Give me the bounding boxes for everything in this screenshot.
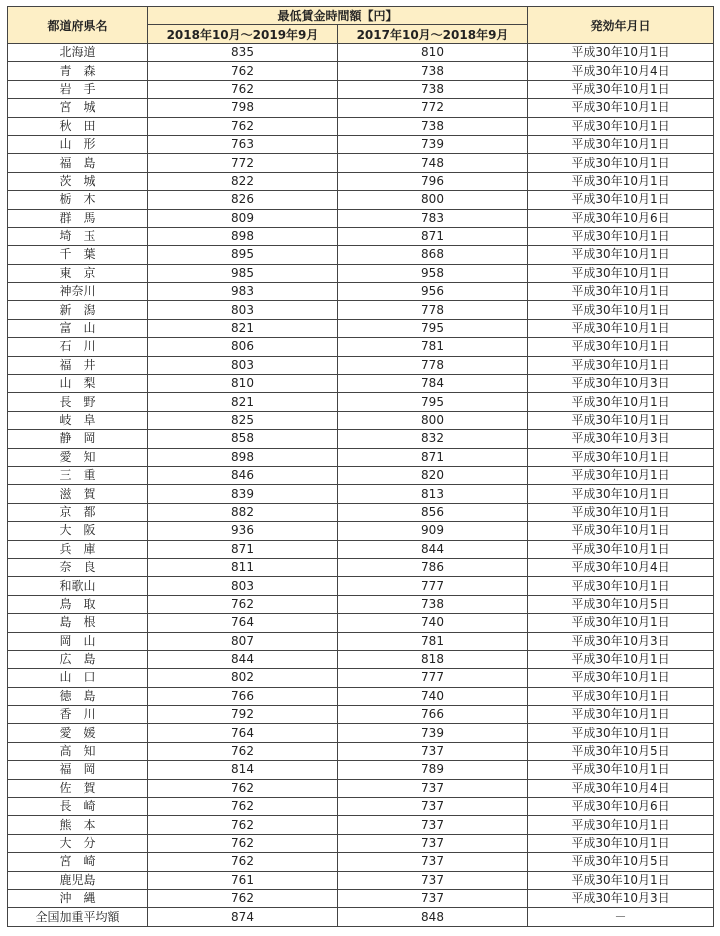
prefecture-cell: 京 都 [8,503,148,521]
effective-date-cell: 平成30年10月1日 [528,724,714,742]
effective-date-cell: 平成30年10月1日 [528,448,714,466]
table-row [8,227,714,245]
table-row [8,522,714,540]
prefecture-cell: 徳 島 [8,687,148,705]
effective-date-cell: 平成30年10月1日 [528,411,714,429]
prefecture-cell: 鳥 取 [8,595,148,613]
current-wage-cell: 762 [148,742,338,760]
previous-wage-cell: 795 [338,393,528,411]
table-row [8,834,714,852]
prefecture-cell: 北海道 [8,44,148,62]
previous-wage-cell: 777 [338,669,528,687]
previous-wage-cell: 737 [338,871,528,889]
effective-date-cell: 平成30年10月3日 [528,632,714,650]
table-row [8,485,714,503]
effective-date-cell: 平成30年10月1日 [528,154,714,172]
previous-wage-cell: 909 [338,522,528,540]
header-prefecture: 都道府県名 [8,7,148,44]
effective-date-cell: 平成30年10月6日 [528,209,714,227]
effective-date-cell: 平成30年10月1日 [528,172,714,190]
prefecture-cell: 山 口 [8,669,148,687]
current-wage-cell: 821 [148,393,338,411]
average-effective-date: － [528,908,714,926]
table-row [8,301,714,319]
prefecture-cell: 東 京 [8,264,148,282]
table-row [8,871,714,889]
previous-wage-cell: 820 [338,466,528,484]
effective-date-cell: 平成30年10月3日 [528,430,714,448]
previous-wage-cell: 737 [338,816,528,834]
effective-date-cell: 平成30年10月3日 [528,889,714,907]
current-wage-cell: 898 [148,227,338,245]
table-row [8,632,714,650]
effective-date-cell: 平成30年10月1日 [528,135,714,153]
effective-date-cell: 平成30年10月1日 [528,650,714,668]
effective-date-cell: 平成30年10月1日 [528,319,714,337]
table-row [8,375,714,393]
current-wage-cell: 898 [148,448,338,466]
prefecture-cell: 高 知 [8,742,148,760]
previous-wage-cell: 786 [338,558,528,576]
current-wage-cell: 798 [148,99,338,117]
current-wage-cell: 983 [148,283,338,301]
previous-wage-cell: 871 [338,448,528,466]
prefecture-cell: 静 岡 [8,430,148,448]
table-row [8,798,714,816]
current-wage-cell: 806 [148,338,338,356]
table-row [8,448,714,466]
previous-wage-cell: 778 [338,356,528,374]
table-row [8,540,714,558]
prefecture-cell: 滋 賀 [8,485,148,503]
previous-wage-cell: 772 [338,99,528,117]
effective-date-cell: 平成30年10月1日 [528,687,714,705]
previous-wage-cell: 737 [338,798,528,816]
table-row [8,154,714,172]
header-wage-group: 最低賃金時間額【円】 [148,7,528,25]
previous-wage-cell: 784 [338,375,528,393]
current-wage-cell: 764 [148,724,338,742]
effective-date-cell: 平成30年10月1日 [528,834,714,852]
table-row [8,62,714,80]
current-wage-cell: 811 [148,558,338,576]
table-row [8,44,714,62]
current-wage-cell: 762 [148,853,338,871]
current-wage-cell: 822 [148,172,338,190]
effective-date-cell: 平成30年10月1日 [528,871,714,889]
prefecture-cell: 三 重 [8,466,148,484]
current-wage-cell: 762 [148,595,338,613]
table-row [8,706,714,724]
effective-date-cell: 平成30年10月1日 [528,393,714,411]
effective-date-cell: 平成30年10月4日 [528,558,714,576]
current-wage-cell: 762 [148,779,338,797]
minimum-wage-table [7,6,714,927]
current-wage-cell: 846 [148,466,338,484]
previous-wage-cell: 796 [338,172,528,190]
prefecture-cell: 千 葉 [8,246,148,264]
header-period-previous: 2017年10月～2018年9月 [338,25,528,44]
effective-date-cell: 平成30年10月1日 [528,191,714,209]
prefecture-cell: 島 根 [8,614,148,632]
current-wage-cell: 762 [148,834,338,852]
table-row [8,191,714,209]
prefecture-cell: 長 野 [8,393,148,411]
current-wage-cell: 762 [148,117,338,135]
previous-wage-cell: 844 [338,540,528,558]
current-wage-cell: 766 [148,687,338,705]
effective-date-cell: 平成30年10月1日 [528,540,714,558]
previous-wage-cell: 818 [338,650,528,668]
previous-wage-cell: 958 [338,264,528,282]
effective-date-cell: 平成30年10月1日 [528,264,714,282]
table-body [8,44,714,927]
current-wage-cell: 803 [148,356,338,374]
effective-date-cell: 平成30年10月1日 [528,503,714,521]
previous-wage-cell: 739 [338,724,528,742]
prefecture-cell: 鹿児島 [8,871,148,889]
current-wage-cell: 772 [148,154,338,172]
current-wage-cell: 762 [148,80,338,98]
prefecture-cell: 福 岡 [8,761,148,779]
current-wage-cell: 826 [148,191,338,209]
prefecture-cell: 熊 本 [8,816,148,834]
previous-wage-cell: 789 [338,761,528,779]
prefecture-cell: 神奈川 [8,283,148,301]
prefecture-cell: 長 崎 [8,798,148,816]
current-wage-cell: 761 [148,871,338,889]
previous-wage-cell: 777 [338,577,528,595]
prefecture-cell: 群 馬 [8,209,148,227]
effective-date-cell: 平成30年10月4日 [528,779,714,797]
prefecture-cell: 兵 庫 [8,540,148,558]
table-row [8,669,714,687]
prefecture-cell: 秋 田 [8,117,148,135]
current-wage-cell: 821 [148,319,338,337]
table-row [8,742,714,760]
previous-wage-cell: 737 [338,834,528,852]
previous-wage-cell: 740 [338,614,528,632]
previous-wage-cell: 810 [338,44,528,62]
previous-wage-cell: 783 [338,209,528,227]
effective-date-cell: 平成30年10月6日 [528,798,714,816]
current-wage-cell: 763 [148,135,338,153]
current-wage-cell: 835 [148,44,338,62]
previous-wage-cell: 738 [338,80,528,98]
table-row [8,687,714,705]
current-wage-cell: 895 [148,246,338,264]
prefecture-cell: 栃 木 [8,191,148,209]
current-wage-cell: 871 [148,540,338,558]
table-row [8,577,714,595]
previous-wage-cell: 737 [338,889,528,907]
prefecture-cell: 岐 阜 [8,411,148,429]
effective-date-cell: 平成30年10月1日 [528,816,714,834]
table-row [8,614,714,632]
current-wage-cell: 803 [148,301,338,319]
table-row [8,411,714,429]
prefecture-cell: 岩 手 [8,80,148,98]
effective-date-cell: 平成30年10月1日 [528,80,714,98]
previous-wage-cell: 739 [338,135,528,153]
effective-date-cell: 平成30年10月1日 [528,522,714,540]
average-label: 全国加重平均額 [8,908,148,926]
effective-date-cell: 平成30年10月1日 [528,338,714,356]
effective-date-cell: 平成30年10月1日 [528,246,714,264]
previous-wage-cell: 738 [338,595,528,613]
effective-date-cell: 平成30年10月1日 [528,466,714,484]
current-wage-cell: 814 [148,761,338,779]
current-wage-cell: 839 [148,485,338,503]
table-row [8,209,714,227]
table-row [8,356,714,374]
prefecture-cell: 佐 賀 [8,779,148,797]
table-row [8,503,714,521]
prefecture-cell: 愛 知 [8,448,148,466]
table-row [8,816,714,834]
table-row [8,466,714,484]
effective-date-cell: 平成30年10月1日 [528,706,714,724]
table-row [8,558,714,576]
prefecture-cell: 大 分 [8,834,148,852]
previous-wage-cell: 813 [338,485,528,503]
previous-wage-cell: 832 [338,430,528,448]
previous-wage-cell: 738 [338,117,528,135]
prefecture-cell: 和歌山 [8,577,148,595]
effective-date-cell: 平成30年10月1日 [528,117,714,135]
effective-date-cell: 平成30年10月1日 [528,577,714,595]
previous-wage-cell: 766 [338,706,528,724]
previous-wage-cell: 737 [338,853,528,871]
effective-date-cell: 平成30年10月1日 [528,669,714,687]
effective-date-cell: 平成30年10月1日 [528,485,714,503]
table-row [8,99,714,117]
current-wage-cell: 803 [148,577,338,595]
current-wage-cell: 810 [148,375,338,393]
prefecture-cell: 福 島 [8,154,148,172]
table-row [8,724,714,742]
table-row [8,246,714,264]
effective-date-cell: 平成30年10月1日 [528,614,714,632]
previous-wage-cell: 740 [338,687,528,705]
table-row [8,80,714,98]
prefecture-cell: 沖 縄 [8,889,148,907]
prefecture-cell: 宮 崎 [8,853,148,871]
current-wage-cell: 844 [148,650,338,668]
current-wage-cell: 825 [148,411,338,429]
table-row [8,430,714,448]
table-row [8,172,714,190]
effective-date-cell: 平成30年10月1日 [528,227,714,245]
table-row [8,264,714,282]
prefecture-cell: 愛 媛 [8,724,148,742]
current-wage-cell: 807 [148,632,338,650]
prefecture-cell: 青 森 [8,62,148,80]
effective-date-cell: 平成30年10月5日 [528,595,714,613]
table-row [8,117,714,135]
current-wage-cell: 764 [148,614,338,632]
prefecture-cell: 奈 良 [8,558,148,576]
previous-wage-cell: 868 [338,246,528,264]
previous-wage-cell: 778 [338,301,528,319]
prefecture-cell: 岡 山 [8,632,148,650]
current-wage-cell: 802 [148,669,338,687]
previous-wage-cell: 795 [338,319,528,337]
previous-wage-cell: 871 [338,227,528,245]
effective-date-cell: 平成30年10月4日 [528,62,714,80]
effective-date-cell: 平成30年10月1日 [528,761,714,779]
current-wage-cell: 936 [148,522,338,540]
current-wage-cell: 792 [148,706,338,724]
header-effective-date: 発効年月日 [528,7,714,44]
current-wage-cell: 858 [148,430,338,448]
previous-wage-cell: 856 [338,503,528,521]
prefecture-cell: 新 潟 [8,301,148,319]
prefecture-cell: 香 川 [8,706,148,724]
previous-wage-cell: 800 [338,411,528,429]
current-wage-cell: 762 [148,889,338,907]
table-row [8,853,714,871]
previous-wage-cell: 737 [338,742,528,760]
effective-date-cell: 平成30年10月1日 [528,99,714,117]
previous-wage-cell: 800 [338,191,528,209]
table-row [8,779,714,797]
previous-wage-cell: 781 [338,338,528,356]
table-row [8,761,714,779]
effective-date-cell: 平成30年10月5日 [528,853,714,871]
table-row [8,650,714,668]
table-row [8,135,714,153]
prefecture-cell: 広 島 [8,650,148,668]
current-wage-cell: 985 [148,264,338,282]
table-row [8,319,714,337]
prefecture-cell: 福 井 [8,356,148,374]
average-row [8,908,714,926]
current-wage-cell: 809 [148,209,338,227]
previous-wage-cell: 748 [338,154,528,172]
table-row [8,283,714,301]
effective-date-cell: 平成30年10月1日 [528,301,714,319]
prefecture-cell: 富 山 [8,319,148,337]
prefecture-cell: 山 形 [8,135,148,153]
table-row [8,595,714,613]
prefecture-cell: 大 阪 [8,522,148,540]
table-row [8,393,714,411]
previous-wage-cell: 956 [338,283,528,301]
table-row [8,338,714,356]
previous-wage-cell: 737 [338,779,528,797]
header-period-current: 2018年10月～2019年9月 [148,25,338,44]
effective-date-cell: 平成30年10月3日 [528,375,714,393]
prefecture-cell: 石 川 [8,338,148,356]
previous-wage-cell: 781 [338,632,528,650]
effective-date-cell: 平成30年10月1日 [528,283,714,301]
current-wage-cell: 762 [148,798,338,816]
effective-date-cell: 平成30年10月5日 [528,742,714,760]
table-row [8,889,714,907]
current-wage-cell: 762 [148,62,338,80]
current-wage-cell: 762 [148,816,338,834]
previous-wage-cell: 738 [338,62,528,80]
current-wage-cell: 882 [148,503,338,521]
prefecture-cell: 茨 城 [8,172,148,190]
prefecture-cell: 埼 玉 [8,227,148,245]
prefecture-cell: 山 梨 [8,375,148,393]
effective-date-cell: 平成30年10月1日 [528,44,714,62]
average-current-wage: 874 [148,908,338,926]
average-previous-wage: 848 [338,908,528,926]
effective-date-cell: 平成30年10月1日 [528,356,714,374]
prefecture-cell: 宮 城 [8,99,148,117]
